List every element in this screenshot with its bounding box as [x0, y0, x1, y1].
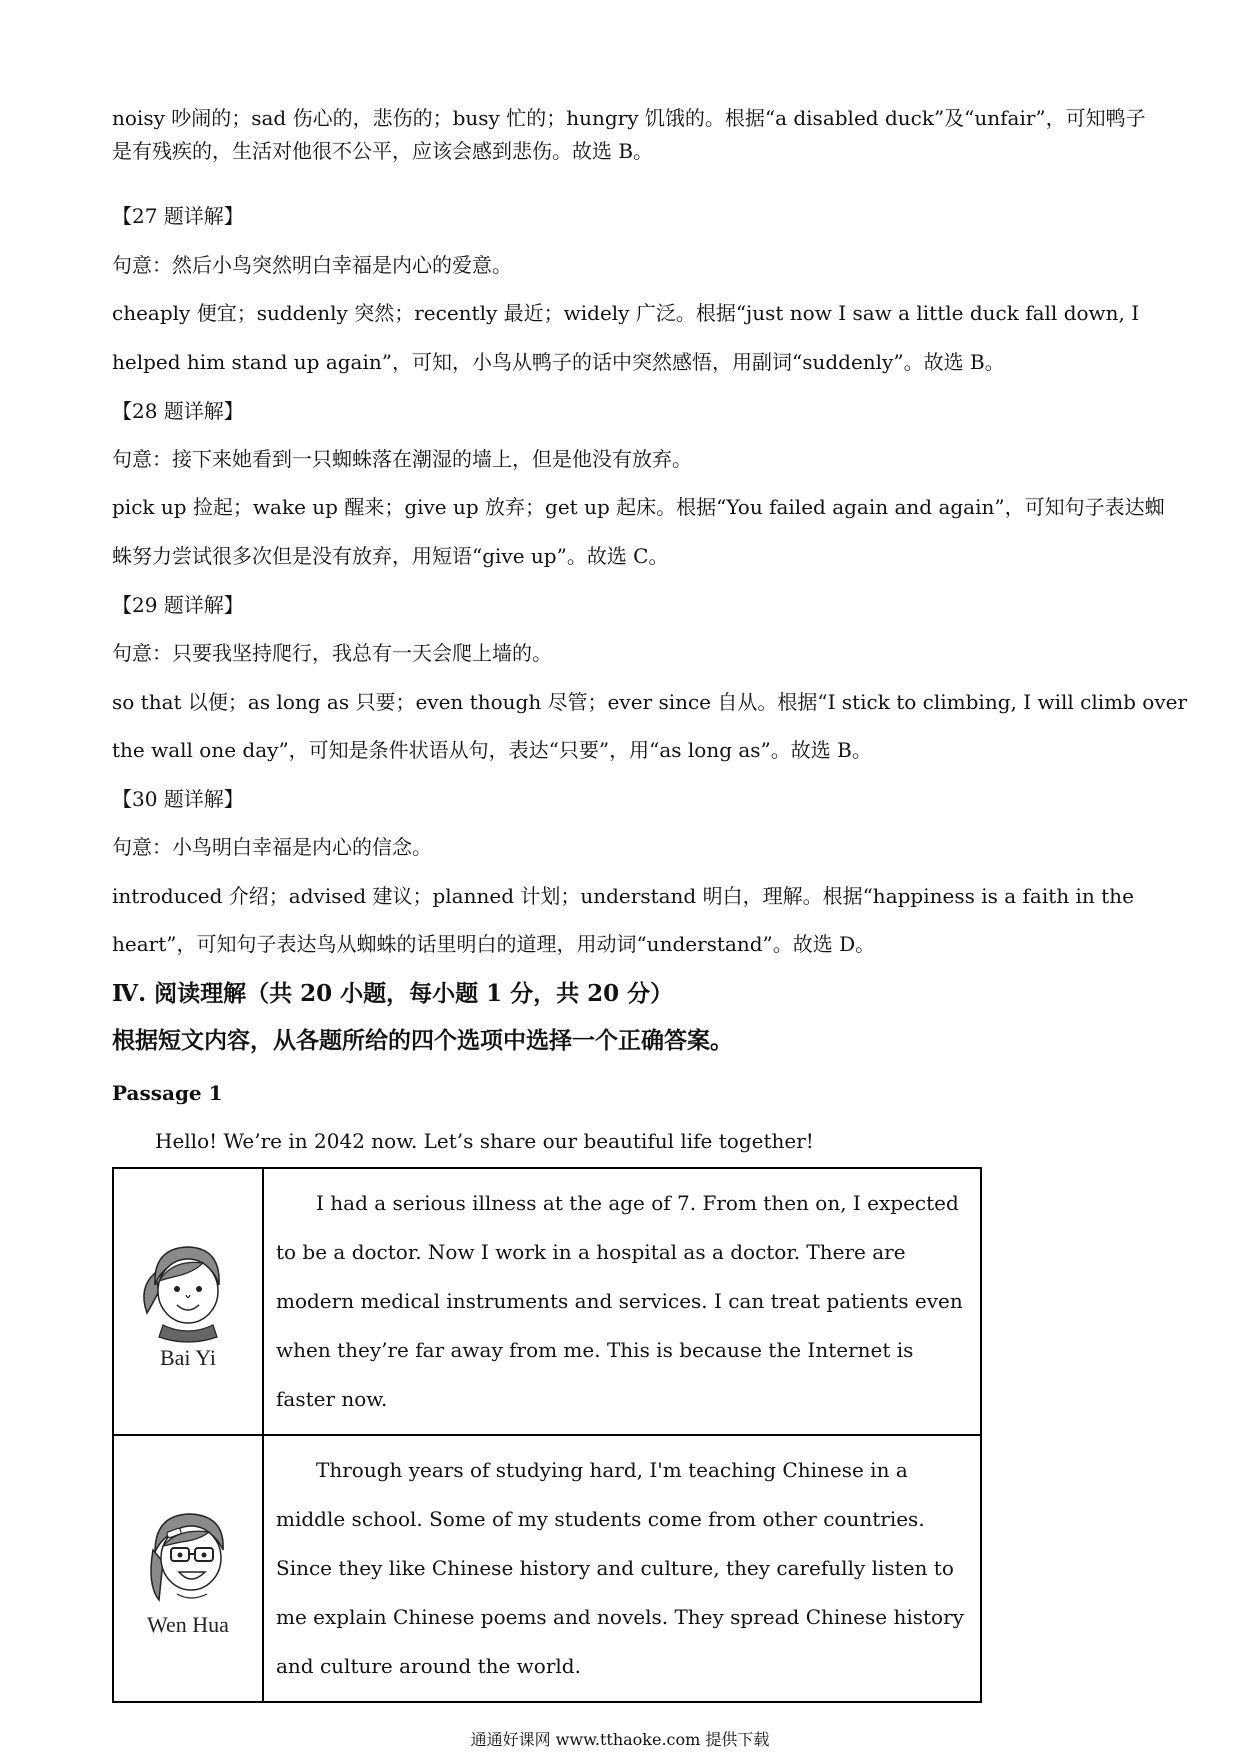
explanation-line: introduced 介绍；advised 建议；planned 计划；understand 明白，理解。根据“happiness is a faith in the: [112, 884, 1134, 908]
sentence-meaning: 句意：小鸟明白幸福是内心的信念。: [112, 835, 432, 859]
avatar-cell: [113, 1168, 263, 1435]
profile-text: I had a serious illness at the age of 7. From then on, I expected to be a doctor. Now I work in a hospital as a doctor. There are modern medical instruments and services. I can treat patients even when they’re far away from me. This is because the Internet is faster now.: [276, 1191, 963, 1411]
table-row: [113, 1168, 981, 1435]
explanation-line: heart”，可知句子表达鸟从蜘蛛的话里明白的道理，用动词“understand”。故选 D。: [112, 932, 876, 956]
explanation-line: noisy 吵闹的；sad 伤心的，悲伤的；busy 忙的；hungry 饥饿的。根据“a disabled duck”及“unfair”，可知鸭子: [112, 106, 1146, 130]
profile-text-cell: [263, 1168, 981, 1435]
question-detail-heading: 【28 题详解】: [112, 399, 244, 423]
explanation-line: 蛛努力尝试很多次但是没有放弃，用短语“give up”。故选 C。: [112, 544, 669, 568]
profile-text-cell: [263, 1435, 981, 1702]
explanation-line: helped him stand up again”，可知，小鸟从鸭子的话中突然感悟，用副词“suddenly”。故选 B。: [112, 350, 1005, 374]
section-heading: Ⅳ. 阅读理解（共 20 小题，每小题 1 分，共 20 分）: [112, 980, 674, 1007]
avatar-name: Bai Yi: [159, 1344, 217, 1370]
explanation-line: so that 以便；as long as 只要；even though 尽管；ever since 自从。根据“I stick to climbing, I will climb over: [112, 690, 1188, 714]
question-detail-heading: 【29 题详解】: [112, 593, 244, 617]
profiles-table: [112, 1167, 982, 1703]
avatar-cell: [113, 1435, 263, 1702]
explanation-line: 是有残疾的，生活对他很不公平，应该会感到悲伤。故选 B。: [112, 139, 654, 163]
explanation-line: cheaply 便宜；suddenly 突然；recently 最近；widely 广泛。根据“just now I saw a little duck fall down, I: [112, 301, 1140, 325]
passage-intro: Hello! We’re in 2042 now. Let’s share our beautiful life together!: [155, 1129, 814, 1153]
sentence-meaning: 句意：接下来她看到一只蜘蛛落在潮湿的墙上，但是他没有放弃。: [112, 447, 692, 471]
girl-with-glasses-avatar-icon: [133, 1500, 243, 1610]
profile-text: Through years of studying hard, I'm teaching Chinese in a middle school. Some of my students come from other countries. Since they like Chinese history and culture, they carefully listen to me explain Chinese poems and novels. They spread Chinese history and culture around the world.: [276, 1458, 964, 1678]
avatar-name: Wen Hua: [147, 1611, 229, 1637]
girl-avatar-icon: [133, 1233, 243, 1343]
question-detail-heading: 【27 题详解】: [112, 204, 244, 228]
explanation-line: pick up 捡起；wake up 醒来；give up 放弃；get up 起床。根据“You failed again and again”，可知句子表达蜘: [112, 495, 1165, 519]
footer-watermark: 通通好课网 www.tthaoke.com 提供下载: [470, 1730, 770, 1749]
sentence-meaning: 句意：然后小鸟突然明白幸福是内心的爱意。: [112, 253, 512, 277]
section-instruction: 根据短文内容，从各题所给的四个选项中选择一个正确答案。: [112, 1027, 733, 1054]
sentence-meaning: 句意：只要我坚持爬行，我总有一天会爬上墙的。: [112, 641, 552, 665]
explanation-line: the wall one day”，可知是条件状语从句，表达“只要”，用“as long as”。故选 B。: [112, 738, 872, 762]
table-row: [113, 1435, 981, 1702]
passage-label: Passage 1: [112, 1081, 223, 1105]
question-detail-heading: 【30 题详解】: [112, 787, 244, 811]
